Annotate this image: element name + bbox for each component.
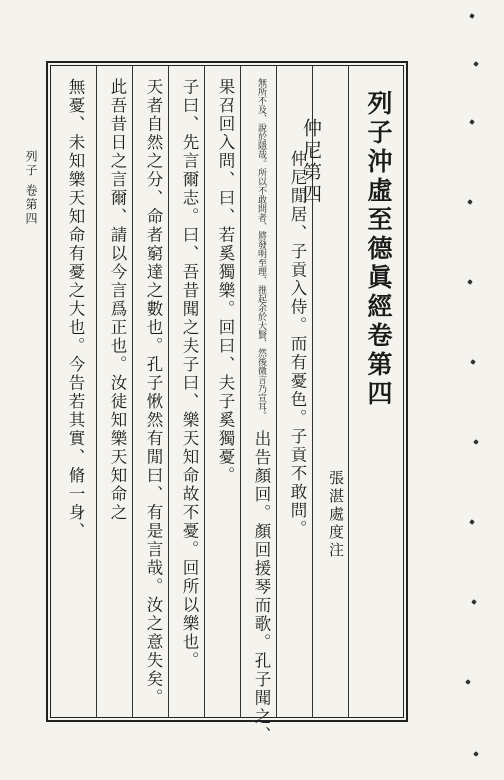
margin-speck (467, 279, 473, 285)
column-rule (132, 65, 133, 718)
margin-speck (469, 519, 475, 525)
text-column-1: 仲尼閒居、子貢入侍。而有憂色。子貢不敢問。 (288, 150, 307, 539)
text-column-3: 出告顏回。顏回援琴而歌。孔子聞之、 (252, 430, 271, 745)
text-column-2 (246, 78, 276, 420)
column-rule (96, 65, 97, 718)
margin-speck (473, 751, 479, 757)
annotator-credit: 張湛處度注 (327, 470, 345, 560)
margin-speck (473, 439, 479, 445)
chapter-heading: 仲尼第四 (300, 118, 322, 206)
text-column-4: 果召回入問、曰、若奚獨樂。回曰、夫子奚獨憂。 (216, 78, 235, 485)
text-column-7: 此吾昔日之言爾、請以今言爲正也。汝徒知樂天知命之 (108, 78, 127, 522)
margin-speck (470, 359, 476, 365)
margin-speck (473, 61, 479, 67)
column-rule (168, 65, 169, 718)
text-column-8: 無憂、未知樂天知命有憂之大也。今告若其實、脩一身、 (66, 78, 85, 541)
column-rule (204, 65, 205, 718)
text-column-5: 子曰、先言爾志。曰、吾昔聞之夫子曰、樂天知命故不憂。回所以樂也。 (180, 78, 199, 670)
column-rule (240, 65, 241, 718)
commentary: 無所不及、說於隱哉。所以不敢問者、將發明至理、推起余於大賢、然後微言乃宣耳。 (256, 78, 266, 420)
margin-speck (469, 13, 475, 19)
margin-speck (471, 599, 477, 605)
margin-speck (469, 119, 475, 125)
text-column-6: 天者自然之分、命者窮達之數也。孔子愀然有閒曰、有是言哉。汝之意失矣。 (144, 78, 163, 707)
column-rule (276, 65, 277, 718)
column-rule (348, 65, 349, 718)
gutter-label: 列子 卷第四 (24, 150, 38, 226)
margin-speck (465, 679, 471, 685)
margin-speck (467, 199, 473, 205)
book-title: 列子沖虛至德眞經卷第四 (364, 90, 393, 409)
